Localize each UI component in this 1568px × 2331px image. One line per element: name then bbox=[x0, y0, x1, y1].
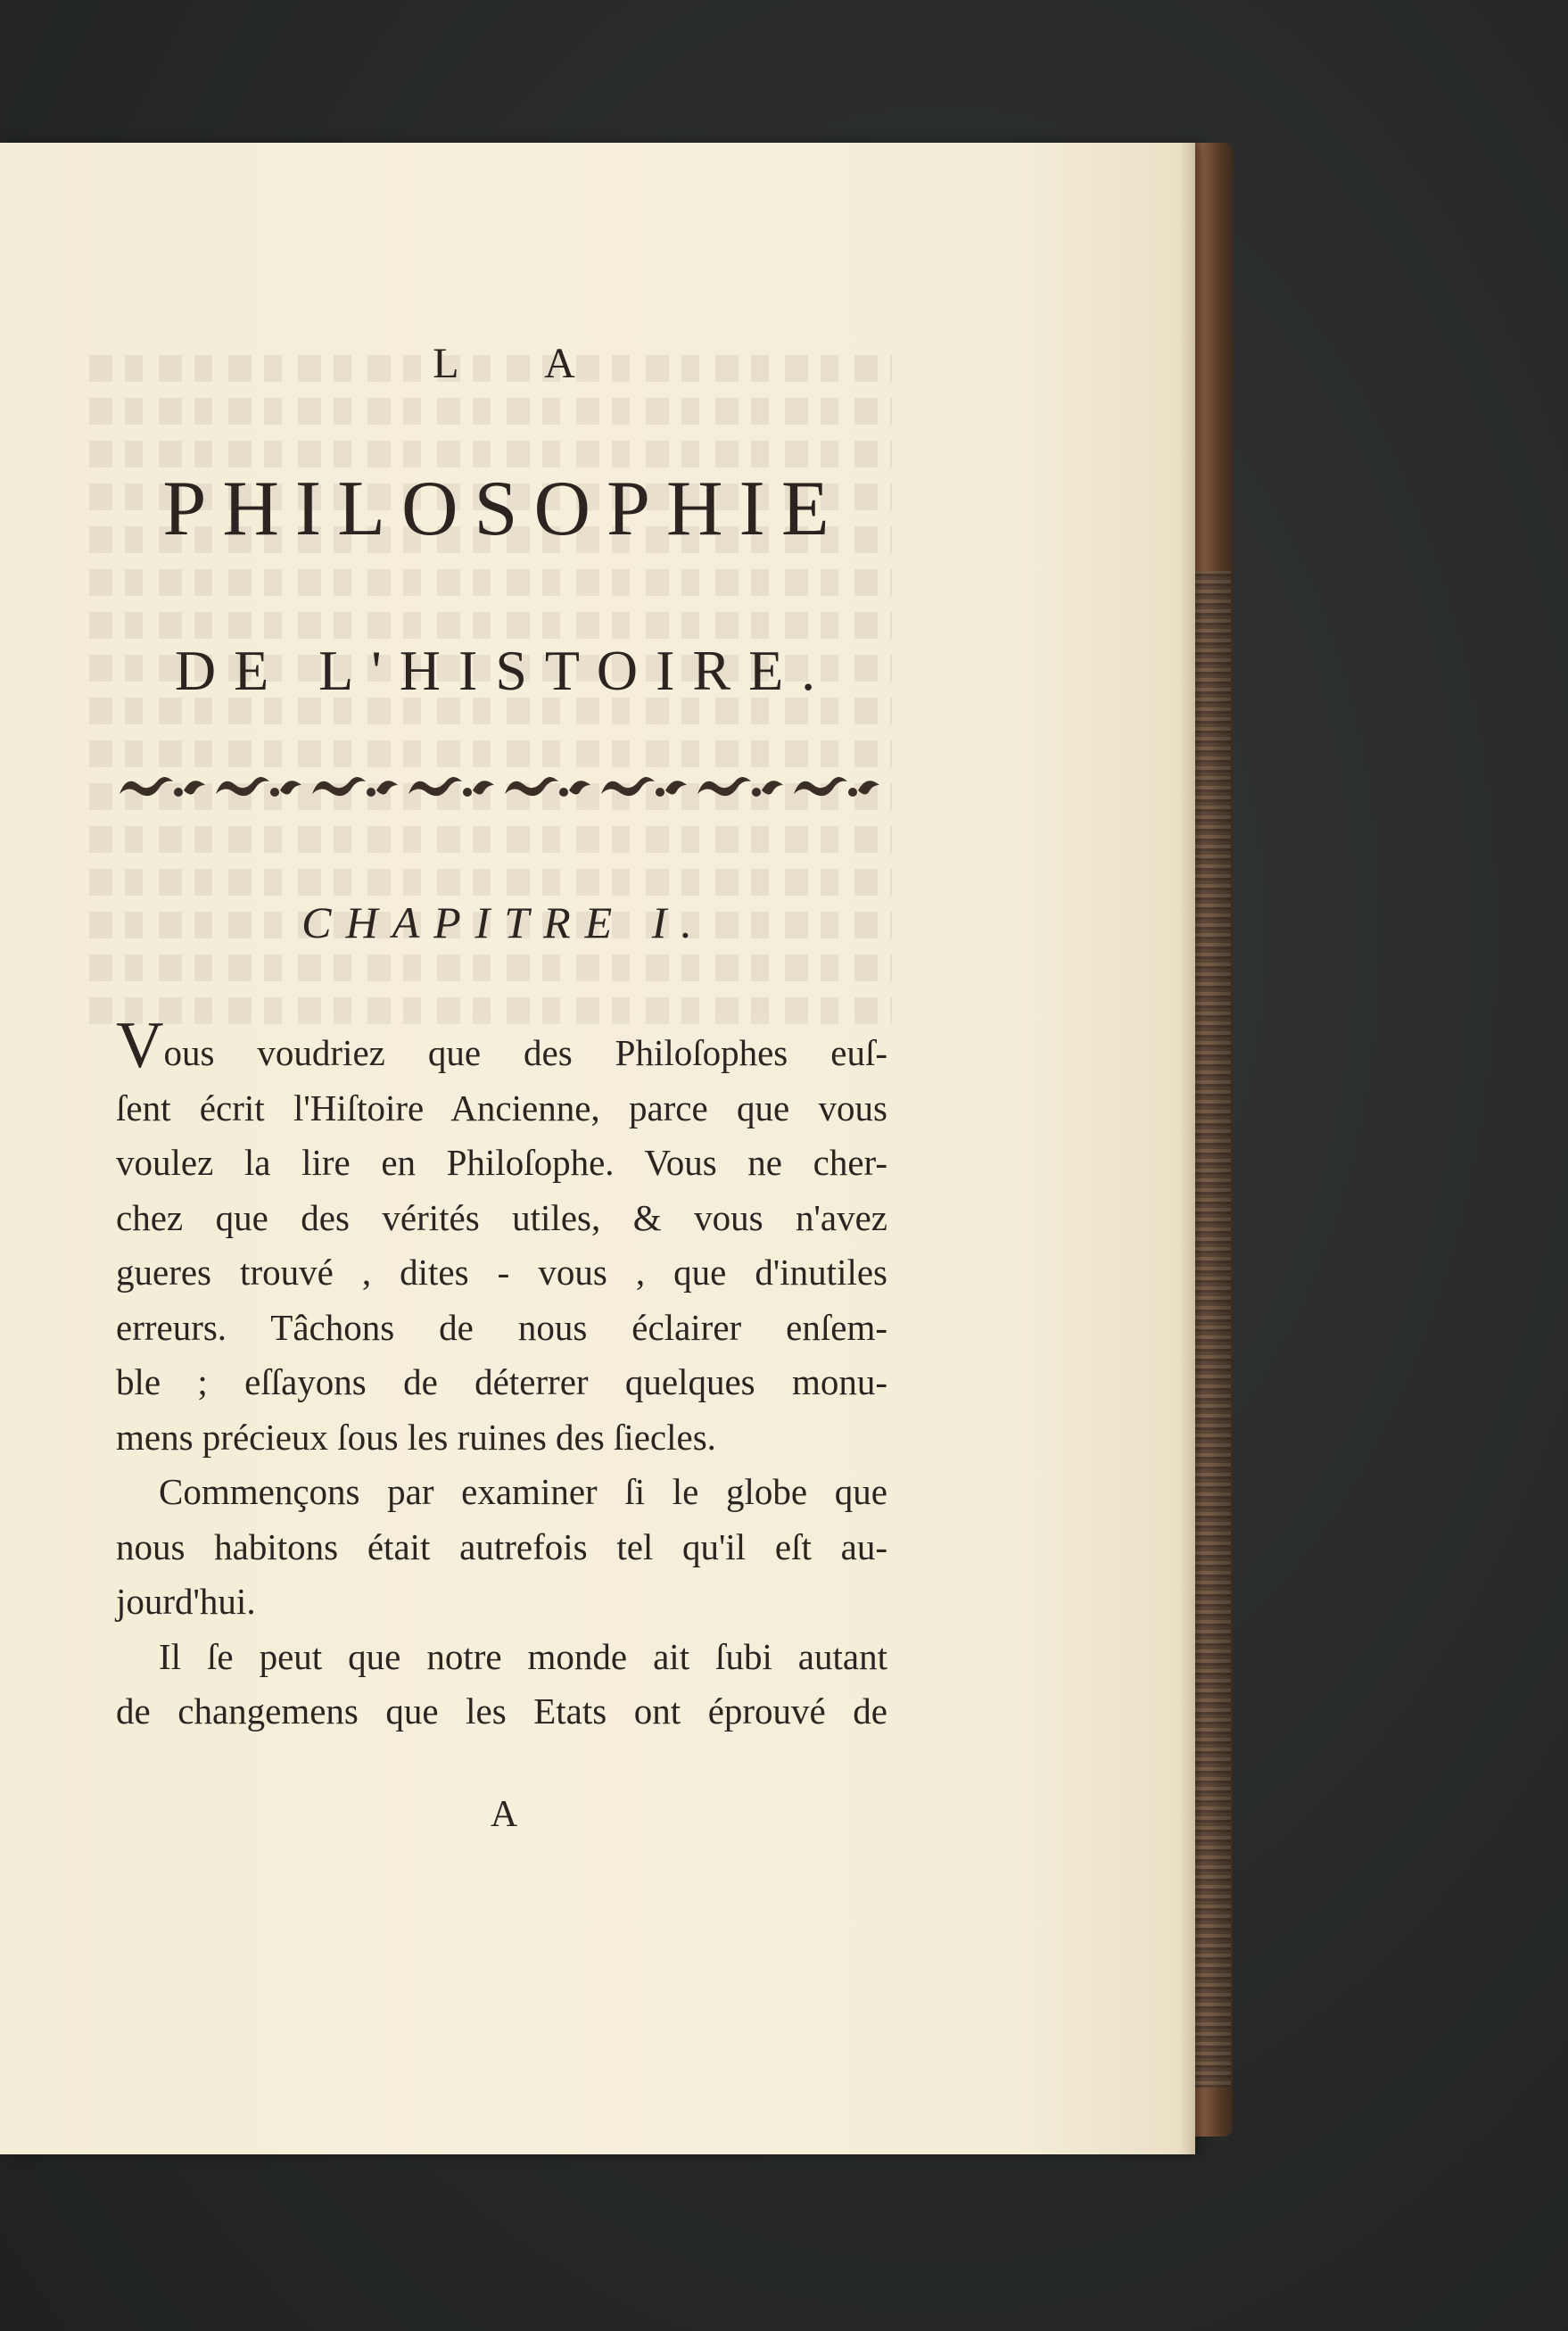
running-head: L A bbox=[433, 340, 615, 387]
text-line: Commençons par examiner ſi le globe que bbox=[159, 1471, 887, 1512]
text-line: ſent écrit l'Hiſtoire Ancienne, parce que vous bbox=[116, 1087, 887, 1128]
text-line: chez que des vérités utiles, & vous n'avez bbox=[116, 1196, 887, 1238]
signature-mark: A bbox=[490, 1794, 518, 1835]
ornament-unit bbox=[794, 777, 879, 797]
drop-cap: V bbox=[116, 1009, 164, 1082]
text-line: Il ſe peut que notre monde ait ſubi autant bbox=[159, 1635, 887, 1677]
ornament-unit bbox=[601, 777, 687, 797]
text-line: nous habitons était autrefois tel qu'il eſt au- bbox=[116, 1525, 887, 1567]
fleuron-ornament-icon bbox=[116, 767, 892, 812]
text-line: gueres trouvé , dites - vous , que d'inutiles bbox=[116, 1252, 887, 1293]
ornament-unit bbox=[216, 777, 301, 797]
page-title: PHILOSOPHIE bbox=[162, 466, 846, 552]
spine-texture bbox=[1193, 571, 1231, 2087]
text-line: ble ; eſſayons de déterrer quelques monu- bbox=[116, 1361, 887, 1402]
page-subtitle: DE L'HISTOIRE. bbox=[174, 639, 834, 702]
text-line: voulez la lire en Philoſophe. Vous ne cher- bbox=[116, 1142, 887, 1183]
text-line: erreurs. Tâchons de nous éclairer enſem- bbox=[116, 1306, 887, 1348]
ornament-unit bbox=[120, 777, 205, 797]
text-line: mens précieux ſous les ruines des ſiecles. bbox=[116, 1416, 716, 1458]
ornament-unit bbox=[409, 777, 494, 797]
text-line bbox=[116, 1009, 887, 1082]
text-line: de changemens que les Etats ont éprouvé de bbox=[116, 1690, 887, 1732]
text-line: jourd'hui. bbox=[116, 1581, 256, 1622]
body-text bbox=[116, 1009, 887, 1740]
ornament-unit bbox=[697, 777, 783, 797]
ornament-unit bbox=[312, 777, 398, 797]
text-line-content: ous voudriez que des Philoſophes euſ- bbox=[163, 1032, 887, 1073]
ornament-unit bbox=[505, 777, 590, 797]
chapter-heading: CHAPITRE I. bbox=[301, 897, 706, 947]
page-edge-shadow bbox=[1179, 143, 1195, 2154]
